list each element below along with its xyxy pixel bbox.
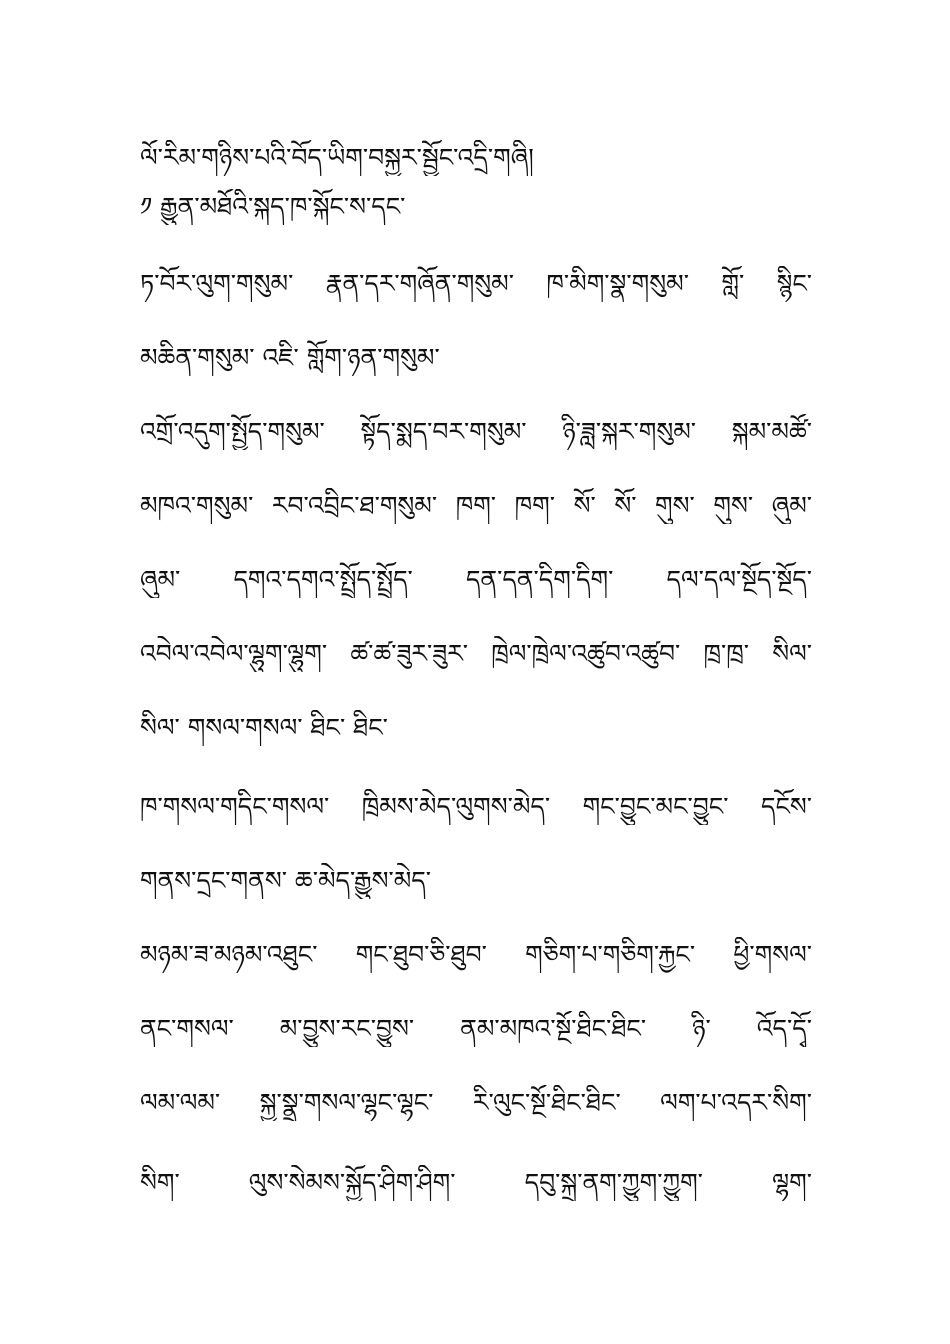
text-line: ཞུམ་ དགའ་དགའ་སྤྲོད་སྤྲོད་ དན་དན་དིག་དིག་ དལ་དལ་སྔོད་སྔོད་	[140, 565, 812, 594]
text-line: མཁའ་གསུམ་ རབ་འབྲིང་ཐ་གསུམ་ ཁག་ ཁག་ སོ་ སོ་ གུས་ གུས་ ཞུམ་	[140, 491, 812, 520]
text-line: ཁ་གསལ་གདིང་གསལ་ ཁྲིམས་མེད་ལུགས་མེད་ གང་བྱུང་མང་བྱུང་ དངོས་	[140, 792, 812, 821]
text-line: སིལ་ གསལ་གསལ་ ཐིང་ ཐིང་	[140, 713, 388, 742]
text-line: འབེལ་འབེལ་ལྷུག་ལྷུག་ ཚ་ཚ་ཟུར་ཟུར་ ཁྲེལ་ཁྲེལ་འཚུབ་འཚུབ་ ཁྲ་ཁྲ་ སིལ་	[140, 639, 812, 668]
text-line: ཏ་བོར་ལུག་གསུམ་ རྣན་དར་གཞོན་གསུམ་ ཁ་མིག་སྣ་གསུམ་ གློ་ སྙིང་	[140, 269, 812, 298]
text-line: མཉམ་ཟ་མཉམ་འཐུང་ གང་ཐུབ་ཅི་ཐུབ་ གཅིག་པ་གཅིག་རྐྱང་ ཕྱི་གསལ་	[140, 940, 812, 969]
section-heading: ༡ རྒྱུན་མཐོའི་སྐད་ཁ་སྐོང་ས་དང་	[140, 192, 406, 221]
text-line: འགྲོ་འདུག་སྤྱོད་གསུམ་ སྟོད་སྨད་བར་གསུམ་ ཉི་ཟླ་སྐར་གསུམ་ སྐམ་མཚོ་	[140, 417, 812, 446]
text-line: སིག་ ལུས་སེམས་སྐྱོད་ཤིག་ཤིག་ དབུ་སྐྲ་ནག་ཀྱུག་ཀྱུག་ ལྷག་	[140, 1168, 812, 1197]
text-line: མཆིན་གསུམ་ འཇི་ གློག་ཉན་གསུམ་	[140, 343, 440, 372]
text-line: གནས་དྲང་གནས་ ཆ་མེད་རྒྱུས་མེད་	[140, 866, 431, 895]
text-line: ནང་གསལ་ མ་བྱུས་རང་བྱུས་ ནམ་མཁའ་སྔོ་ཐིང་ཐིང་ ཉི་ འོད་དྭོ་	[140, 1014, 812, 1043]
text-line: ལམ་ལམ་ སྐྱ་སྣྲ་གསལ་ལྷང་ལྷང་ རི་ལུང་སྔོ་ཐིང་ཐིང་ ལག་པ་འདར་སིག་	[140, 1088, 812, 1117]
document-title: ལོ་རིམ་གཉིས་པའི་བོད་ཡིག་བསྐྱར་སྦྱོང་འདྲི་གཞི།	[140, 143, 534, 172]
